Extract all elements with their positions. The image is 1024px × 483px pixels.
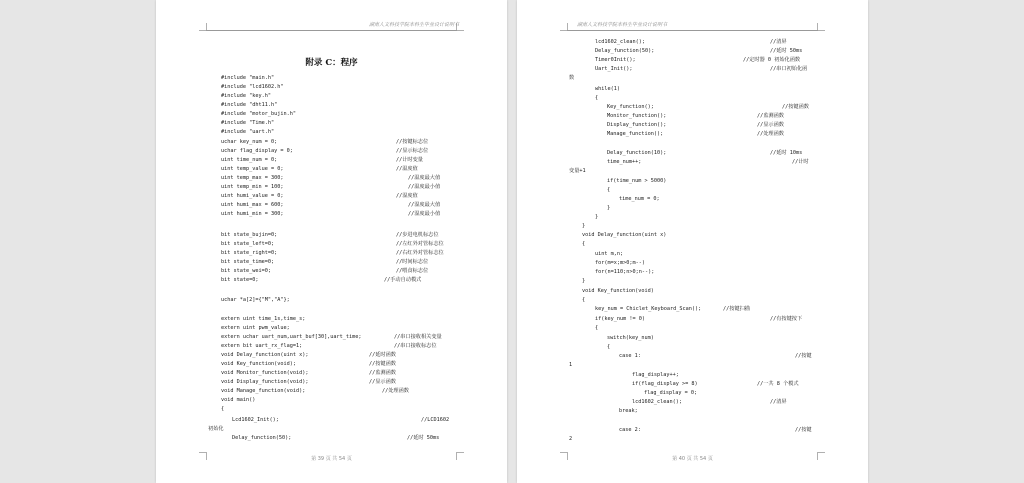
code-line: uchar key_num = 0; bbox=[221, 139, 278, 145]
code-comment: //LCD1602 bbox=[421, 417, 450, 423]
code-comment: //温度值 bbox=[396, 166, 418, 172]
code-comment: //串口接收标志位 bbox=[394, 343, 437, 349]
code-comment: //步进电机标志位 bbox=[396, 232, 439, 238]
code-line: if(key_num != 0) bbox=[595, 316, 645, 322]
code-line: uint temp_value = 0; bbox=[221, 166, 284, 172]
code-comment: //一共 8 个模式 bbox=[757, 381, 799, 387]
code-line: uint temp_min = 100; bbox=[221, 184, 284, 190]
code-line: flag_display++; bbox=[632, 372, 679, 378]
code-line: Monitor_function(); bbox=[607, 113, 667, 119]
header-divider bbox=[567, 30, 818, 31]
code-line: void Delay_function(uint x); bbox=[221, 352, 309, 358]
code-line: void Key_function(void) bbox=[582, 288, 654, 294]
code-line: key_num = Chiclet_Keyboard_Scan(); bbox=[595, 306, 702, 312]
code-line: #include "Time.h" bbox=[221, 120, 275, 126]
code-comment: //喂食标志位 bbox=[396, 268, 429, 274]
code-line: void Delay_function(uint x) bbox=[582, 232, 667, 238]
code-line: bit state=0; bbox=[221, 277, 259, 283]
code-line: void Key_function(void); bbox=[221, 361, 296, 367]
code-line: Lcd1602_Init(); bbox=[232, 417, 279, 423]
code-line: Manage_function(); bbox=[607, 131, 664, 137]
code-line: #include "motor_bujin.h" bbox=[221, 111, 296, 117]
code-line: uchar *a[2]={"M","A"}; bbox=[221, 297, 290, 303]
code-comment: //显示函数 bbox=[369, 379, 396, 385]
code-comment: //延时 50ms bbox=[407, 435, 440, 441]
code-comment: //左红外对管标志位 bbox=[396, 241, 444, 247]
code-line: Timer0Init(); bbox=[595, 57, 636, 63]
code-comment: //湿度最小值 bbox=[408, 211, 441, 217]
code-line: if(flag_display >= 8) bbox=[632, 381, 698, 387]
code-line: #include "uart.h" bbox=[221, 129, 275, 135]
code-line: uchar flag_display = 0; bbox=[221, 148, 293, 154]
code-line: extern uchar uart_num,uart_buf[30],uart_time; bbox=[221, 334, 362, 340]
page-header: 湖南人文科技学院本科生毕业设计说明书 bbox=[368, 22, 459, 28]
header-divider bbox=[206, 30, 457, 31]
code-line: void Monitor_function(void); bbox=[221, 370, 309, 376]
code-comment: //计时变量 bbox=[396, 157, 423, 163]
code-line: flag_display = 0; bbox=[644, 390, 698, 396]
code-comment: //手动自动模式 bbox=[384, 277, 422, 283]
code-comment: //延时 50ms bbox=[770, 48, 803, 54]
page-footer: 第 40 页 共 54 页 bbox=[672, 456, 713, 462]
code-comment: //按键标志位 bbox=[396, 139, 429, 145]
code-line: } bbox=[582, 278, 586, 284]
code-line: uint humi_value = 0; bbox=[221, 193, 284, 199]
code-comment: //按键扫描 bbox=[723, 306, 750, 312]
code-comment: //处理函数 bbox=[757, 131, 784, 137]
document-page-left bbox=[156, 0, 507, 483]
page-footer: 第 39 页 共 54 页 bbox=[311, 456, 352, 462]
code-line: time_num = 0; bbox=[619, 196, 660, 202]
crop-mark bbox=[817, 23, 825, 31]
code-line: { bbox=[595, 95, 599, 101]
code-line: bit state_time=0; bbox=[221, 259, 275, 265]
document-page-right bbox=[517, 0, 868, 483]
code-comment: 变量+1 bbox=[569, 168, 586, 174]
code-line: for(m=x;m>0;m--) bbox=[595, 260, 645, 266]
code-comment: //温度最大值 bbox=[408, 175, 441, 181]
code-line: time_num++; bbox=[607, 159, 642, 165]
code-line: if(time_num > 5000) bbox=[607, 178, 667, 184]
code-line: { bbox=[595, 325, 599, 331]
code-line: bit state_left=0; bbox=[221, 241, 275, 247]
code-line: uint humi_min = 300; bbox=[221, 211, 284, 217]
code-line: bit state_bujin=0; bbox=[221, 232, 278, 238]
code-line: extern bit uart_rx_flag=1; bbox=[221, 343, 303, 349]
code-comment: //右红外对管标志位 bbox=[396, 250, 444, 256]
code-comment: //监测函数 bbox=[757, 113, 784, 119]
code-comment: //延时函数 bbox=[369, 352, 396, 358]
code-line: Display_function(); bbox=[607, 122, 667, 128]
code-comment: //清屏 bbox=[770, 39, 787, 45]
code-comment: //定时器 0 初始化函数 bbox=[743, 57, 801, 63]
code-comment: //按键函数 bbox=[369, 361, 396, 367]
code-line: { bbox=[582, 241, 586, 247]
code-comment: //温度最小值 bbox=[408, 184, 441, 190]
code-comment: 1 bbox=[569, 362, 573, 368]
code-line: { bbox=[582, 297, 586, 303]
code-line: Delay_function(10); bbox=[607, 150, 667, 156]
code-line: uint time_num = 0; bbox=[221, 157, 278, 163]
code-comment: //湿度最大值 bbox=[408, 202, 441, 208]
page-title: 附录 C：程序 bbox=[305, 58, 358, 68]
code-comment: //清屏 bbox=[770, 399, 787, 405]
code-line: lcd1602_clean(); bbox=[595, 39, 645, 45]
code-comment: //监测函数 bbox=[369, 370, 396, 376]
code-line: bit state_right=0; bbox=[221, 250, 278, 256]
code-line: } bbox=[582, 223, 586, 229]
code-line: #include "lcd1602.h" bbox=[221, 84, 284, 90]
code-line: case 1: bbox=[619, 353, 641, 359]
code-comment: //按键 bbox=[795, 353, 812, 359]
code-line: { bbox=[221, 406, 225, 412]
code-comment: 初始化 bbox=[208, 426, 224, 432]
code-line: for(n=110;n>0;n--); bbox=[595, 269, 655, 275]
code-comment: //按键函数 bbox=[782, 104, 809, 110]
code-comment: //延时 10ms bbox=[770, 150, 803, 156]
code-comment: //按键 bbox=[795, 427, 812, 433]
code-line: uint humi_max = 600; bbox=[221, 202, 284, 208]
code-line: break; bbox=[619, 408, 638, 414]
code-line: { bbox=[607, 344, 611, 350]
code-line: lcd1602_clean(); bbox=[632, 399, 682, 405]
code-comment: //时间标志位 bbox=[396, 259, 429, 265]
code-comment: //串口接收相关变量 bbox=[394, 334, 442, 340]
code-line: extern uint time_1s,time_s; bbox=[221, 316, 306, 322]
code-comment: //显示标志位 bbox=[396, 148, 429, 154]
page-header: 湖南人文科技学院本科生毕业设计说明书 bbox=[577, 22, 668, 28]
code-line: void Display_function(void); bbox=[221, 379, 309, 385]
code-comment: //湿度值 bbox=[396, 193, 418, 199]
code-line: #include "main.h" bbox=[221, 75, 275, 81]
code-comment: //处理函数 bbox=[382, 388, 409, 394]
code-line: } bbox=[607, 205, 611, 211]
code-line: Key_function(); bbox=[607, 104, 654, 110]
code-comment: //计时 bbox=[792, 159, 809, 165]
code-comment: 2 bbox=[569, 436, 573, 442]
code-comment: //有按键按下 bbox=[770, 316, 803, 322]
code-line: Uart_Init(); bbox=[595, 66, 633, 72]
code-line: Delay_function(50); bbox=[595, 48, 655, 54]
code-line: while(1) bbox=[595, 86, 620, 92]
code-line: void Manage_function(void); bbox=[221, 388, 306, 394]
code-line: Delay_function(50); bbox=[232, 435, 292, 441]
code-comment: 数 bbox=[569, 75, 575, 81]
code-line: #include "key.h" bbox=[221, 93, 271, 99]
code-line: bit state_wei=0; bbox=[221, 268, 271, 274]
code-line: uint temp_max = 300; bbox=[221, 175, 284, 181]
code-comment: //显示函数 bbox=[757, 122, 784, 128]
code-line: uint m,n; bbox=[595, 251, 624, 257]
code-comment: //串口初始化函 bbox=[770, 66, 808, 72]
code-line: } bbox=[595, 214, 599, 220]
code-line: switch(key_num) bbox=[607, 335, 654, 341]
code-line: extern uint pwm_value; bbox=[221, 325, 290, 331]
code-line: { bbox=[607, 187, 611, 193]
code-line: void main() bbox=[221, 397, 256, 403]
code-line: #include "dht11.h" bbox=[221, 102, 278, 108]
code-line: case 2: bbox=[619, 427, 641, 433]
